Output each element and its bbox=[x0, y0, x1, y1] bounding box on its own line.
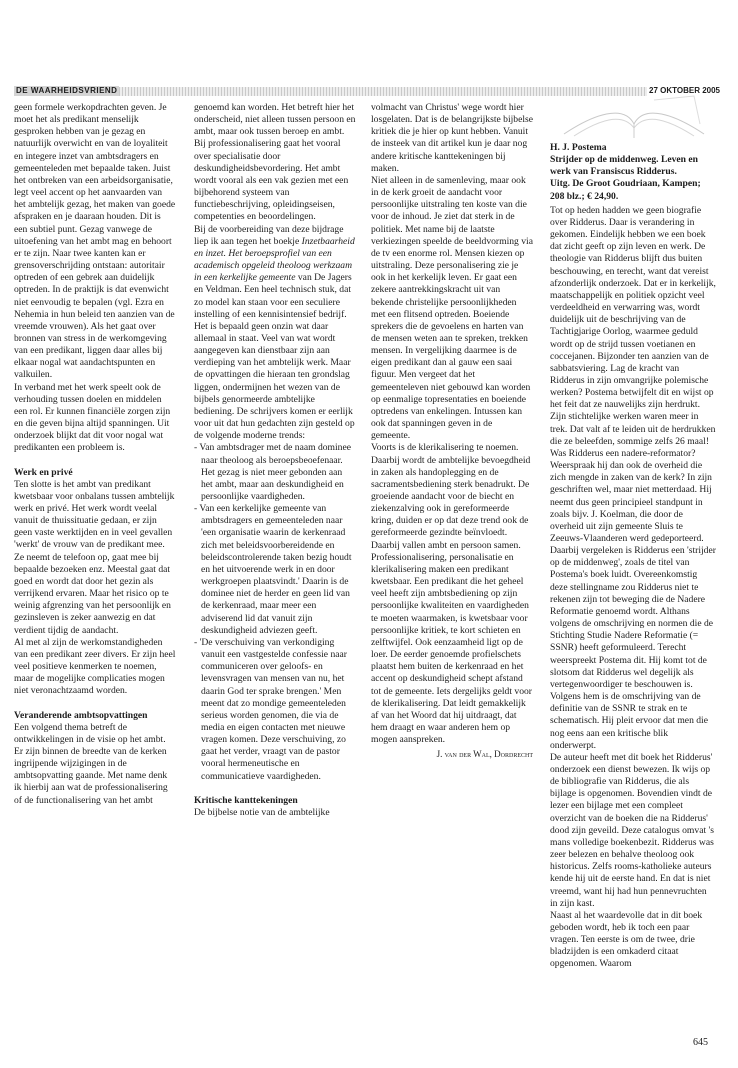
signature-initial: J. bbox=[436, 749, 445, 760]
paragraph: Al met al zijn de werkomstandigheden van een predikant zeer divers. Er zijn heel veel positieve kenmerken te noemen, maar de mogelijke complicaties mogen niet veronachtzaamd worden. bbox=[14, 636, 176, 697]
paragraph: genoemd kan worden. Het betreft hier het onderscheid, niet alleen tussen persoon en ambt, maar ook tussen beroep en ambt. Bij professionalisering gaat het vooral over specialisatie door deskundigheidsbevordering. Het ambt wordt vooral als een vak gezien met een bijbehorend systeem van functiebeschrijving, opleidingseisen, competenties en beoordelingen. bbox=[194, 102, 356, 223]
cited-title: Inzetbaarheid en inzet. Het beroepsprofiel van een academisch opgeleid theoloog werkzaam in een kerkelijke gemeente bbox=[194, 235, 355, 284]
review-publisher: Uitg. De Groot Goudriaan, Kampen; 208 blz.; € 24,90. bbox=[550, 178, 701, 202]
paragraph: Niet alleen in de samenleving, maar ook in de kerk groeit de aandacht voor persoonlijke uitstraling ten koste van die voor de inhoud. Je ziet dat sterk in de politiek. Met name bij de laatste verkiezingen speelde de beeldvorming via de tv een enorme rol. Mensen kiezen op uitstraling. Deze personalisering zie je ook in het kerkelijk leven. Er gaat een zekere aantrekkingskracht uit van bekende christelijke persoonlijkheden met een flitsend optreden. Boeiende sprekers die de gevoelens en harten van de mensen weten aan te spreken, trekken mensen. In vergelijking daarmee is de eigen predikant dan al gauw een saai figuur. Men vergeet dat het gemeenteleven niet gebouwd kan worden op eenmalige topresentaties en boeiende optredens van enkelingen. Intussen kan ook dat spanningen geven in de gemeente. bbox=[371, 174, 533, 442]
page-number: 645 bbox=[693, 1037, 708, 1048]
column-2 bbox=[194, 102, 356, 819]
review-book-title: Strijder op de middenweg. Leven en werk van Fransiscus Ridderus. bbox=[550, 154, 698, 178]
column-4-book-review bbox=[550, 142, 716, 971]
book-sketch-icon bbox=[554, 94, 714, 140]
list-item: - Van ambtsdrager met de naam dominee naar theoloog als beroepsbeoefenaar. Het gezag is niet meer gebonden aan het ambt, maar aan deskundigheid en persoonlijke vaardigheden. bbox=[194, 442, 351, 502]
paragraph-text: Bij de voorbereiding van deze bijdrage liep ik aan tegen het boekje bbox=[194, 223, 344, 247]
column-1 bbox=[14, 102, 176, 807]
paragraph: volmacht van Christus' wege wordt hier losgelaten. Dat is de belangrijkste bijbelse kritiek die je hier op kunt hebben. Vanuit de insteek van dit artikel kun je daar nog andere kritische kanttekeningen bij maken. bbox=[371, 102, 533, 174]
section-heading: Kritische kanttekeningen bbox=[194, 794, 298, 806]
paragraph bbox=[194, 224, 356, 443]
paragraph: geen formele werkopdrachten geven. Je moet het als predikant menselijk gesproken hebben van je gezag en natuurlijk overwicht en van de loyaliteit en integere inzet van ambtsdragers en gemeenteleden met bepaalde taken. Juist het ontbreken van een arbeidsorganisatie, legt veel accent op het aanvaarden van het ambtelijk gezag, het maken van goede afspraken en je daaraan houden. Dit is een subtiel punt. Gezag vanwege de uitoefening van het ambt mag en behoort er te zijn. Naar twee kanten kan er grensoverschrijding ontstaan: autoritair optreden of een gebrek aan duidelijk optreden. In de praktijk is dat evenwicht niet eenvoudig te bepalen (vgl. Ezra en Nehemia in hun beleid ten aanzien van de vreemde vrouwen). Als het gaat over bronnen van stress in de werkomgeving van een predikant, liggen daar alles bij elkaar nogal wat aandachtspunten en valkuilen. bbox=[14, 102, 176, 381]
paragraph: Voorts is de klerikalisering te noemen. Daarbij wordt de ambtelijke bevoegdheid in zaken als handoplegging en de sacramentsbediening sterk benadrukt. De groeiende aandacht voor de biecht en ziekenzalving ook in gereformeerde kring, duiden er op dat deze trend ook de gereformeerde gezindte beïnvloedt. Daarbij vallen ambt en persoon samen. bbox=[371, 442, 531, 551]
author-signature bbox=[371, 748, 533, 760]
paragraph-text: van De Jagers en Veldman. Een heel technisch stuk, dat zo model kan staan voor een seculiere instelling of een kennisintensief bedrijf. Het is bepaald geen onzin wat daar allemaal in staat. Veel van wat wordt aangegeven kan dienstbaar zijn aan verdieping van het ambtelijk werk. Maar de opvattingen die hieraan ten grondslag liggen, ondermijnen het wezen van de bijbels genormeerde ambtelijke bediening. De schrijvers komen er eerlijk voor uit dat hun gedachten zijn gesteld op de volgende moderne trends: bbox=[194, 272, 355, 442]
list-item: - 'De verschuiving van verkondiging vanuit een vastgestelde confessie naar communiceren over geloofs- en levensvragen van mensen van nu, het daarin God ter sprake brengen.' Men meent dat zo mondige gemeenteleden serieus worden genomen, die via de media en eigen contacten met nieuwe vragen komen. Deze verschuiving, zo gaat het verder, vraagt van de pastor vooral hermeneutische en communicatieve vaardigheden. bbox=[194, 636, 347, 782]
paragraph: De bijbelse notie van de ambtelijke bbox=[194, 806, 330, 818]
paragraph: Ten slotte is het ambt van predikant kwetsbaar voor onbalans tussen ambtelijk werk en privé. Het werk wordt veelal vanuit de thuissituatie gedaan, er zijn geen vaste werktijden en in veel gevallen 'werkt' de vrouw van de predikant mee. Ze neemt de telefoon op, gaat mee bij bepaalde bezoeken enz. Meestal gaat dat goed en wordt dat door het gezin als verrijkend ervaren. Maar het risico op te weinig afgrenzing van het persoonlijk en gezinsleven is zeker aanwezig en dat verdient tijdig de aandacht. bbox=[14, 478, 175, 636]
paragraph: Was Ridderus een nadere-reformator? Weerspraak hij dan ook de overheid die zich mengde in zaken van de kerk? In zijn geschriften wel, maar niet metterdaad. Hij neemt dus geen principieel standpunt in zoals bijv. J. Koelman, die door de overheid uit zijn gemeente Sluis te Zeeuws-Vlaanderen werd gedeporteerd. Daarbij vergeleken is Ridderus een 'strijder op de middenweg', zoals de titel van Postema's boek luidt. Overeenkomstig deze stellingname zou Ridderus niet te rekenen zijn tot beweging die de Nadere Reformatie genoemd wordt. Althans volgens de omschrijving en normen die de Stichting Studie Nadere Reformatie (= SSNR) heeft geformuleerd. Terecht weerspreekt Postema dit. Hij komt tot de slotsom dat Ridderus wel degelijk als vertegenwoordiger te beschouwen is. Volgens hem is de omschrijving van de definitie van de SSNR te strak en te schematisch. Hij pleit ervoor dat men die nog eens aan een kritische blik onderwerpt. bbox=[550, 447, 716, 751]
paragraph: Tot op heden hadden we geen biografie over Ridderus. Daar is verandering in gekomen. Eindelijk hebben we een boek dat zicht geeft op zijn leven en werk. De theologie van Ridderus blijft dus buiten beschouwing, en terecht, want dat vereist afzonderlijk onderzoek. Dat er in kerkelijk, maatschappelijk en politiek opzicht veel verdeeldheid en verwarring was, wordt duidelijk uit de beschrijving van de Tachtigjarige Oorlog, waarmee geduld wordt op de strijd tussen voetianen en coccejanen. Bijzonder ten aanzien van de sabbatsviering. Lag de kracht van Ridderus in zijn omvangrijke polemische werken? Postema betwijfelt dit en wijst op het feit dat ze nauwelijks zijn herdrukt. Zijn stichtelijke werken waren meer in trek. Dat valt af te leiden uit de herdrukken die ze beleefden, sommige zelfs 26 maal! bbox=[550, 204, 716, 447]
paragraph: Professionalisering, personalisatie en klerikalisering maken een predikant kwetsbaar. Een predikant die het geheel veel heeft zijn ambtsbediening op zijn persoonlijke kwaliteiten en vaardigheden te moeten waarmaken, is kwetsbaar voor persoonlijke kritiek, te kort schieten en zelftwijfel. Ook eenzaamheid ligt op de loer. De eerder genoemde profielschets plaatst hem buiten de kerkenraad en het accent op deskundigheid schept afstand tot de gemeente. Iets dergelijks geldt voor de klerikalisering. Dat leidt gemakkelijk af van het Woord dat hij uitdraagt, dat hem draagt en waar anderen hem op mogen aanspreken. bbox=[371, 551, 533, 746]
section-heading: Veranderende ambtsopvattingen bbox=[14, 709, 148, 721]
review-author: H. J. Postema bbox=[550, 142, 607, 153]
paragraph: De auteur heeft met dit boek het Ridderus' onderzoek een dienst bewezen. Ik wijs op de bibliografie van Ridderus, die als bijlage is opgenomen. Bovendien vindt de lezer een bijlage met een compleet overzicht van de boeken die na Ridderus' dood zijn geveild. Deze catalogus omvat 's mans volledige boekenbezit. Ridderus was zeer belezen en behalve theoloog ook historicus. Zelfs rooms-katholieke auteurs kende hij uit de eerste hand. En dat is niet vreemd, want hij had hun pennevruchten in zijn kast. bbox=[550, 751, 714, 909]
paragraph: Een volgend thema betreft de ontwikkelingen in de visie op het ambt. Er zijn binnen de breedte van de kerken ingrijpende wijzigingen in de ambtsopvatting gaande. Met name denk ik hierbij aan wat de professionalisering of de functionalisering van het ambt bbox=[14, 721, 168, 806]
signature-name: van der Wal, Dordrecht bbox=[444, 749, 533, 760]
paragraph: Naast al het waardevolle dat in dit boek geboden wordt, heb ik toch een paar vragen. Ten eerste is om de twee, drie bladzijden is een omkaderd citaat opgenomen. Waarom bbox=[550, 909, 703, 970]
section-heading: Werk en privé bbox=[14, 466, 73, 478]
publication-title: DE WAARHEIDSVRIEND bbox=[16, 86, 118, 95]
review-header bbox=[550, 142, 716, 203]
paragraph: In verband met het werk speelt ook de verhouding tussen doelen en middelen een rol. Er kunnen financiële zorgen zijn en die geven bijna altijd spanningen. Uit onderzoek blijkt dat dit voor nogal wat predikanten een probleem is. bbox=[14, 381, 171, 454]
issue-date: 27 OKTOBER 2005 bbox=[649, 86, 720, 95]
list-item: - Van een kerkelijke gemeente van ambtsdragers en gemeenteleden naar 'een organisatie waarin de kerkenraad zich met beleidsvoorbereidende en beleidscontrolerende taken bezig houdt en het uitvoerende werk in en door werkgroepen plaatsvindt.' Daarin is de dominee niet de herder en geen lid van de kerkenraad, maar meer een adviserend lid dat vanuit zijn deskundigheid adviezen geeft. bbox=[194, 503, 352, 636]
column-3 bbox=[371, 102, 533, 760]
